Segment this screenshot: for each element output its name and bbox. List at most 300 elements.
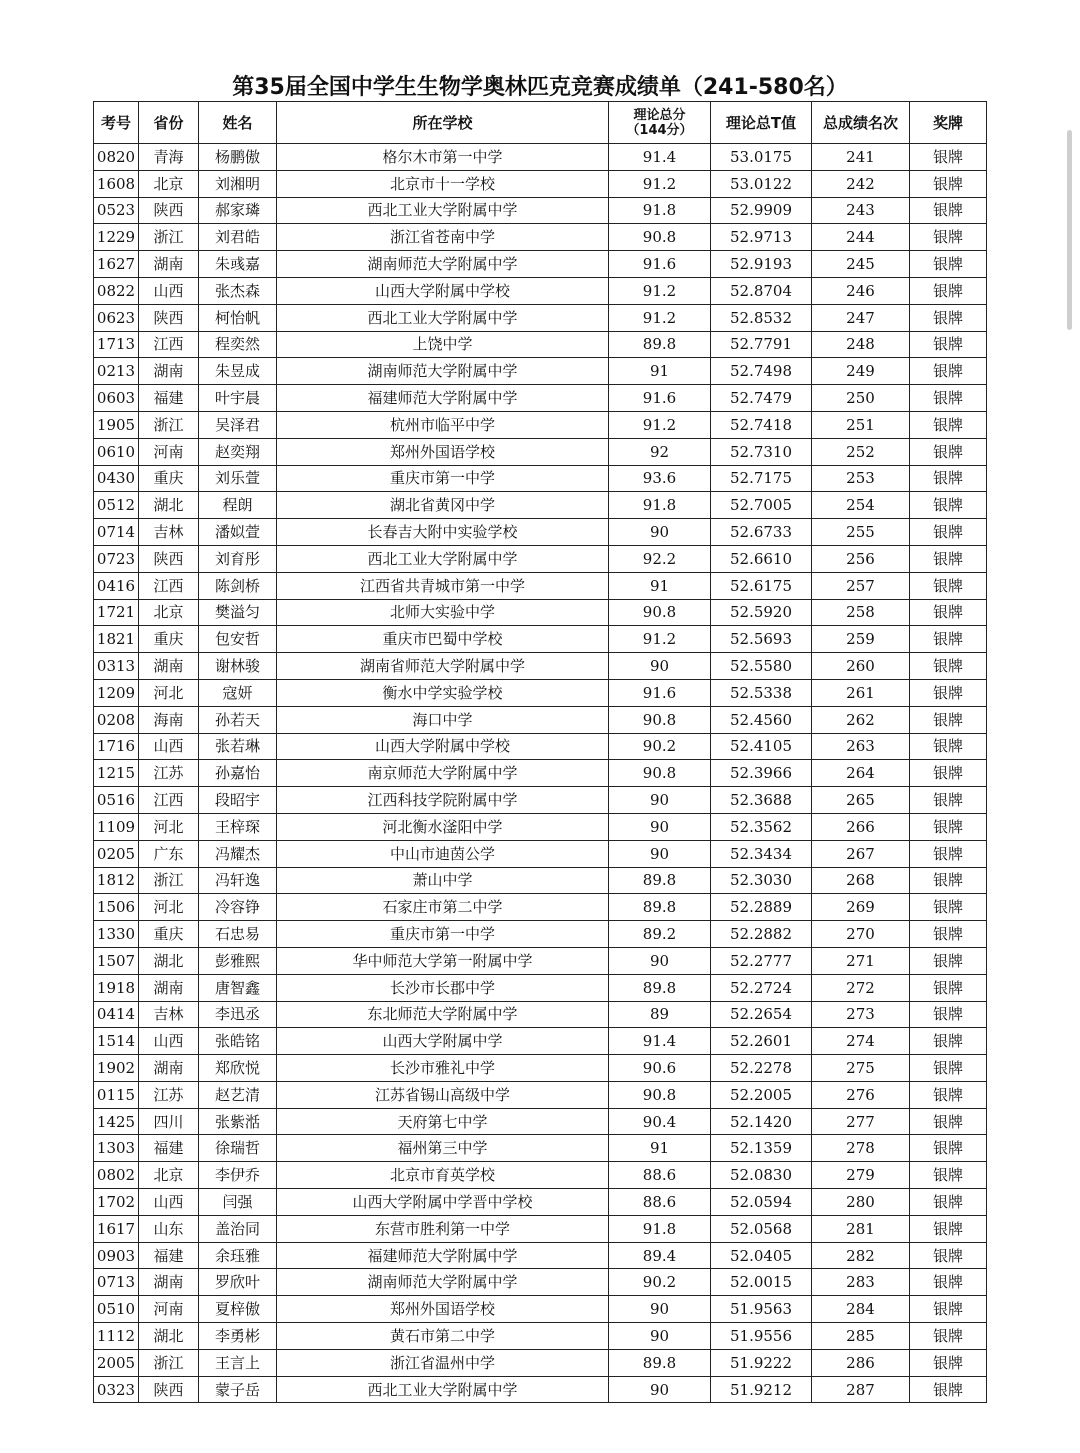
cell-tscore: 52.2601 [711,1028,812,1055]
cell-name: 杨鹏傲 [199,144,277,171]
cell-tscore: 53.0122 [711,170,812,197]
cell-id: 2005 [94,1349,139,1376]
cell-tscore: 52.1420 [711,1108,812,1135]
cell-province: 吉林 [139,1001,199,1028]
cell-score: 90.8 [609,224,711,251]
cell-medal: 银牌 [910,626,987,653]
cell-rank: 245 [812,251,910,278]
cell-school: 江西省共青城市第一中学 [277,572,609,599]
cell-rank: 263 [812,733,910,760]
cell-score: 91.6 [609,385,711,412]
cell-score: 91.4 [609,144,711,171]
table-row [94,1028,987,1055]
cell-tscore: 52.4560 [711,706,812,733]
cell-school: 河北衡水滏阳中学 [277,813,609,840]
cell-tscore: 52.2654 [711,1001,812,1028]
cell-tscore: 51.9563 [711,1296,812,1323]
table-row [94,1269,987,1296]
cell-id: 0416 [94,572,139,599]
table-row [94,572,987,599]
cell-name: 余珏雅 [199,1242,277,1269]
cell-province: 北京 [139,170,199,197]
cell-score: 89.8 [609,974,711,1001]
cell-rank: 279 [812,1162,910,1189]
cell-school: 格尔木市第一中学 [277,144,609,171]
cell-name: 张皓铭 [199,1028,277,1055]
table-row [94,492,987,519]
cell-name: 孙嘉怡 [199,760,277,787]
cell-province: 山西 [139,277,199,304]
cell-score: 90 [609,1323,711,1350]
cell-rank: 249 [812,358,910,385]
cell-name: 闫强 [199,1189,277,1216]
cell-score: 92.2 [609,545,711,572]
cell-school: 南京师范大学附属中学 [277,760,609,787]
cell-tscore: 52.7175 [711,465,812,492]
cell-rank: 266 [812,813,910,840]
cell-province: 河北 [139,813,199,840]
cell-name: 刘育彤 [199,545,277,572]
cell-score: 91 [609,572,711,599]
cell-name: 程奕然 [199,331,277,358]
cell-score: 90.8 [609,760,711,787]
cell-rank: 281 [812,1215,910,1242]
cell-id: 1303 [94,1135,139,1162]
table-row [94,1135,987,1162]
cell-school: 西北工业大学附属中学 [277,1376,609,1403]
table-row [94,599,987,626]
cell-name: 段昭宇 [199,787,277,814]
cell-school: 湖南师范大学附属中学 [277,251,609,278]
cell-province: 湖北 [139,492,199,519]
table-row [94,438,987,465]
cell-medal: 银牌 [910,251,987,278]
cell-province: 重庆 [139,465,199,492]
cell-name: 赵艺清 [199,1081,277,1108]
cell-rank: 259 [812,626,910,653]
cell-score: 90.8 [609,1081,711,1108]
cell-rank: 253 [812,465,910,492]
cell-medal: 银牌 [910,492,987,519]
cell-province: 湖南 [139,653,199,680]
cell-tscore: 52.3966 [711,760,812,787]
cell-name: 柯怡帆 [199,304,277,331]
table-row [94,545,987,572]
cell-tscore: 52.5920 [711,599,812,626]
cell-medal: 银牌 [910,974,987,1001]
cell-id: 0208 [94,706,139,733]
cell-name: 夏梓傲 [199,1296,277,1323]
cell-medal: 银牌 [910,411,987,438]
cell-medal: 银牌 [910,1349,987,1376]
table-row [94,1055,987,1082]
cell-school: 海口中学 [277,706,609,733]
cell-medal: 银牌 [910,787,987,814]
table-row [94,144,987,171]
cell-rank: 242 [812,170,910,197]
cell-score: 91.2 [609,626,711,653]
cell-medal: 银牌 [910,144,987,171]
cell-province: 陕西 [139,1376,199,1403]
table-row [94,304,987,331]
table-row [94,894,987,921]
table-row [94,170,987,197]
table-row [94,787,987,814]
cell-tscore: 52.3434 [711,840,812,867]
cell-school: 湖南师范大学附属中学 [277,358,609,385]
cell-rank: 272 [812,974,910,1001]
cell-name: 吴泽君 [199,411,277,438]
cell-rank: 265 [812,787,910,814]
cell-id: 1514 [94,1028,139,1055]
cell-score: 90 [609,1296,711,1323]
cell-tscore: 52.7479 [711,385,812,412]
cell-tscore: 52.2882 [711,921,812,948]
cell-province: 四川 [139,1108,199,1135]
cell-school: 湖南省师范大学附属中学 [277,653,609,680]
cell-school: 福建师范大学附属中学 [277,1242,609,1269]
cell-rank: 244 [812,224,910,251]
cell-name: 朱彧嘉 [199,251,277,278]
header-score-line2: （144分） [626,122,693,138]
table-row [94,867,987,894]
cell-province: 陕西 [139,197,199,224]
cell-score: 91.6 [609,251,711,278]
cell-school: 山西大学附属中学校 [277,733,609,760]
cell-medal: 银牌 [910,572,987,599]
cell-id: 0820 [94,144,139,171]
cell-score: 89.4 [609,1242,711,1269]
cell-school: 郑州外国语学校 [277,1296,609,1323]
cell-tscore: 52.2777 [711,947,812,974]
cell-tscore: 52.0015 [711,1269,812,1296]
cell-rank: 251 [812,411,910,438]
cell-score: 90.6 [609,1055,711,1082]
cell-score: 91.2 [609,411,711,438]
cell-score: 91.4 [609,1028,711,1055]
cell-id: 0623 [94,304,139,331]
header-rank: 总成绩名次 [812,102,910,144]
header-province: 省份 [139,102,199,144]
table-row [94,331,987,358]
cell-id: 0723 [94,545,139,572]
cell-rank: 285 [812,1323,910,1350]
table-row [94,813,987,840]
cell-rank: 258 [812,599,910,626]
cell-rank: 257 [812,572,910,599]
cell-province: 河北 [139,894,199,921]
cell-medal: 银牌 [910,545,987,572]
cell-id: 1821 [94,626,139,653]
cell-score: 88.6 [609,1162,711,1189]
cell-rank: 286 [812,1349,910,1376]
cell-province: 河北 [139,679,199,706]
cell-id: 1617 [94,1215,139,1242]
cell-id: 0523 [94,197,139,224]
cell-tscore: 52.3562 [711,813,812,840]
cell-medal: 银牌 [910,1215,987,1242]
cell-name: 李勇彬 [199,1323,277,1350]
cell-name: 李伊乔 [199,1162,277,1189]
cell-school: 石家庄市第二中学 [277,894,609,921]
cell-tscore: 52.3688 [711,787,812,814]
cell-score: 89.8 [609,894,711,921]
cell-province: 重庆 [139,626,199,653]
table-row [94,1323,987,1350]
cell-rank: 254 [812,492,910,519]
cell-medal: 银牌 [910,1162,987,1189]
cell-name: 徐瑞哲 [199,1135,277,1162]
cell-name: 孙若天 [199,706,277,733]
cell-medal: 银牌 [910,465,987,492]
cell-id: 1608 [94,170,139,197]
cell-rank: 252 [812,438,910,465]
cell-id: 1506 [94,894,139,921]
cell-school: 浙江省温州中学 [277,1349,609,1376]
cell-score: 93.6 [609,465,711,492]
table-row [94,385,987,412]
cell-tscore: 52.5693 [711,626,812,653]
cell-province: 重庆 [139,921,199,948]
cell-medal: 银牌 [910,331,987,358]
cell-school: 江西科技学院附属中学 [277,787,609,814]
cell-school: 重庆市巴蜀中学校 [277,626,609,653]
results-table [93,101,987,1403]
cell-province: 浙江 [139,1349,199,1376]
cell-rank: 283 [812,1269,910,1296]
cell-school: 湖北省黄冈中学 [277,492,609,519]
cell-medal: 银牌 [910,1135,987,1162]
table-row [94,224,987,251]
cell-id: 1627 [94,251,139,278]
cell-tscore: 52.7418 [711,411,812,438]
cell-rank: 276 [812,1081,910,1108]
cell-id: 1229 [94,224,139,251]
cell-score: 90.8 [609,706,711,733]
cell-school: 华中师范大学第一附属中学 [277,947,609,974]
cell-medal: 银牌 [910,277,987,304]
cell-id: 0610 [94,438,139,465]
cell-id: 1507 [94,947,139,974]
cell-score: 89.8 [609,1349,711,1376]
cell-rank: 260 [812,653,910,680]
cell-score: 90 [609,519,711,546]
cell-tscore: 52.0830 [711,1162,812,1189]
cell-province: 湖南 [139,358,199,385]
cell-name: 石忠易 [199,921,277,948]
cell-name: 郝家璘 [199,197,277,224]
cell-name: 张紫湉 [199,1108,277,1135]
cell-medal: 银牌 [910,1242,987,1269]
cell-rank: 268 [812,867,910,894]
cell-province: 江苏 [139,1081,199,1108]
scrollbar[interactable] [1067,130,1072,330]
cell-school: 浙江省苍南中学 [277,224,609,251]
cell-province: 陕西 [139,304,199,331]
cell-name: 王言上 [199,1349,277,1376]
cell-rank: 269 [812,894,910,921]
cell-medal: 银牌 [910,170,987,197]
cell-school: 山西大学附属中学校 [277,277,609,304]
cell-name: 包安哲 [199,626,277,653]
cell-score: 91 [609,1135,711,1162]
cell-school: 湖南师范大学附属中学 [277,1269,609,1296]
cell-name: 冯轩逸 [199,867,277,894]
cell-tscore: 51.9212 [711,1376,812,1403]
cell-id: 0510 [94,1296,139,1323]
table-row [94,1001,987,1028]
table-row [94,1081,987,1108]
cell-score: 91.2 [609,277,711,304]
cell-medal: 银牌 [910,706,987,733]
cell-name: 李迅丞 [199,1001,277,1028]
cell-tscore: 52.9193 [711,251,812,278]
cell-medal: 银牌 [910,1296,987,1323]
header-school: 所在学校 [277,102,609,144]
cell-province: 福建 [139,385,199,412]
cell-medal: 银牌 [910,894,987,921]
header-id: 考号 [94,102,139,144]
cell-school: 山西大学附属中学晋中学校 [277,1189,609,1216]
cell-score: 91.2 [609,304,711,331]
cell-rank: 273 [812,1001,910,1028]
cell-score: 91 [609,358,711,385]
table-row [94,519,987,546]
cell-name: 叶宇晨 [199,385,277,412]
cell-id: 0822 [94,277,139,304]
cell-id: 0323 [94,1376,139,1403]
table-row [94,358,987,385]
cell-rank: 243 [812,197,910,224]
cell-province: 吉林 [139,519,199,546]
cell-school: 长春吉大附中实验学校 [277,519,609,546]
cell-medal: 银牌 [910,197,987,224]
cell-school: 衡水中学实验学校 [277,679,609,706]
cell-score: 90 [609,787,711,814]
cell-name: 唐智鑫 [199,974,277,1001]
cell-name: 朱昱成 [199,358,277,385]
cell-medal: 银牌 [910,1055,987,1082]
cell-name: 寇妍 [199,679,277,706]
cell-score: 91.8 [609,1215,711,1242]
cell-medal: 银牌 [910,599,987,626]
cell-score: 90.8 [609,599,711,626]
table-row [94,760,987,787]
cell-province: 浙江 [139,867,199,894]
cell-score: 89.8 [609,331,711,358]
cell-medal: 银牌 [910,1323,987,1350]
cell-score: 89.2 [609,921,711,948]
header-name: 姓名 [199,102,277,144]
header-score [609,102,711,144]
cell-id: 1109 [94,813,139,840]
cell-tscore: 52.6610 [711,545,812,572]
cell-province: 湖南 [139,251,199,278]
cell-score: 89.8 [609,867,711,894]
cell-school: 北师大实验中学 [277,599,609,626]
cell-id: 0430 [94,465,139,492]
table-row [94,653,987,680]
cell-province: 陕西 [139,545,199,572]
cell-province: 青海 [139,144,199,171]
table-row [94,1349,987,1376]
cell-school: 长沙市长郡中学 [277,974,609,1001]
cell-rank: 280 [812,1189,910,1216]
cell-tscore: 53.0175 [711,144,812,171]
cell-school: 福州第三中学 [277,1135,609,1162]
cell-rank: 274 [812,1028,910,1055]
cell-school: 北京市十一学校 [277,170,609,197]
cell-province: 江西 [139,787,199,814]
cell-medal: 银牌 [910,1108,987,1135]
cell-id: 0603 [94,385,139,412]
cell-rank: 284 [812,1296,910,1323]
cell-medal: 银牌 [910,653,987,680]
cell-score: 88.6 [609,1189,711,1216]
cell-tscore: 52.9909 [711,197,812,224]
cell-rank: 250 [812,385,910,412]
cell-score: 89 [609,1001,711,1028]
cell-tscore: 52.6733 [711,519,812,546]
cell-medal: 银牌 [910,867,987,894]
cell-score: 92 [609,438,711,465]
cell-tscore: 52.0568 [711,1215,812,1242]
cell-province: 江西 [139,572,199,599]
cell-rank: 267 [812,840,910,867]
cell-score: 91.2 [609,170,711,197]
header-tscore: 理论总T值 [711,102,812,144]
cell-school: 江苏省锡山高级中学 [277,1081,609,1108]
cell-score: 90 [609,947,711,974]
cell-medal: 银牌 [910,840,987,867]
cell-medal: 银牌 [910,921,987,948]
cell-name: 刘乐萱 [199,465,277,492]
table-row [94,465,987,492]
cell-score: 90.2 [609,1269,711,1296]
page-title: 第35届全国中学生生物学奥林匹克竞赛成绩单（241-580名） [232,75,848,100]
cell-rank: 270 [812,921,910,948]
cell-province: 湖南 [139,974,199,1001]
cell-name: 樊溢匀 [199,599,277,626]
cell-tscore: 52.7005 [711,492,812,519]
header-score-line1: 理论总分 [633,107,686,123]
cell-tscore: 52.9713 [711,224,812,251]
cell-rank: 287 [812,1376,910,1403]
cell-province: 江苏 [139,760,199,787]
table-row [94,1376,987,1403]
cell-name: 刘湘明 [199,170,277,197]
cell-tscore: 52.2278 [711,1055,812,1082]
cell-rank: 248 [812,331,910,358]
cell-tscore: 52.5580 [711,653,812,680]
table-row [94,1162,987,1189]
table-row [94,947,987,974]
cell-school: 福建师范大学附属中学 [277,385,609,412]
cell-province: 山西 [139,733,199,760]
cell-tscore: 52.4105 [711,733,812,760]
cell-id: 0903 [94,1242,139,1269]
cell-province: 广东 [139,840,199,867]
cell-tscore: 52.6175 [711,572,812,599]
table-row [94,974,987,1001]
cell-score: 90 [609,813,711,840]
cell-tscore: 52.7498 [711,358,812,385]
cell-province: 湖南 [139,1269,199,1296]
cell-rank: 271 [812,947,910,974]
cell-province: 海南 [139,706,199,733]
cell-school: 杭州市临平中学 [277,411,609,438]
table-row [94,706,987,733]
